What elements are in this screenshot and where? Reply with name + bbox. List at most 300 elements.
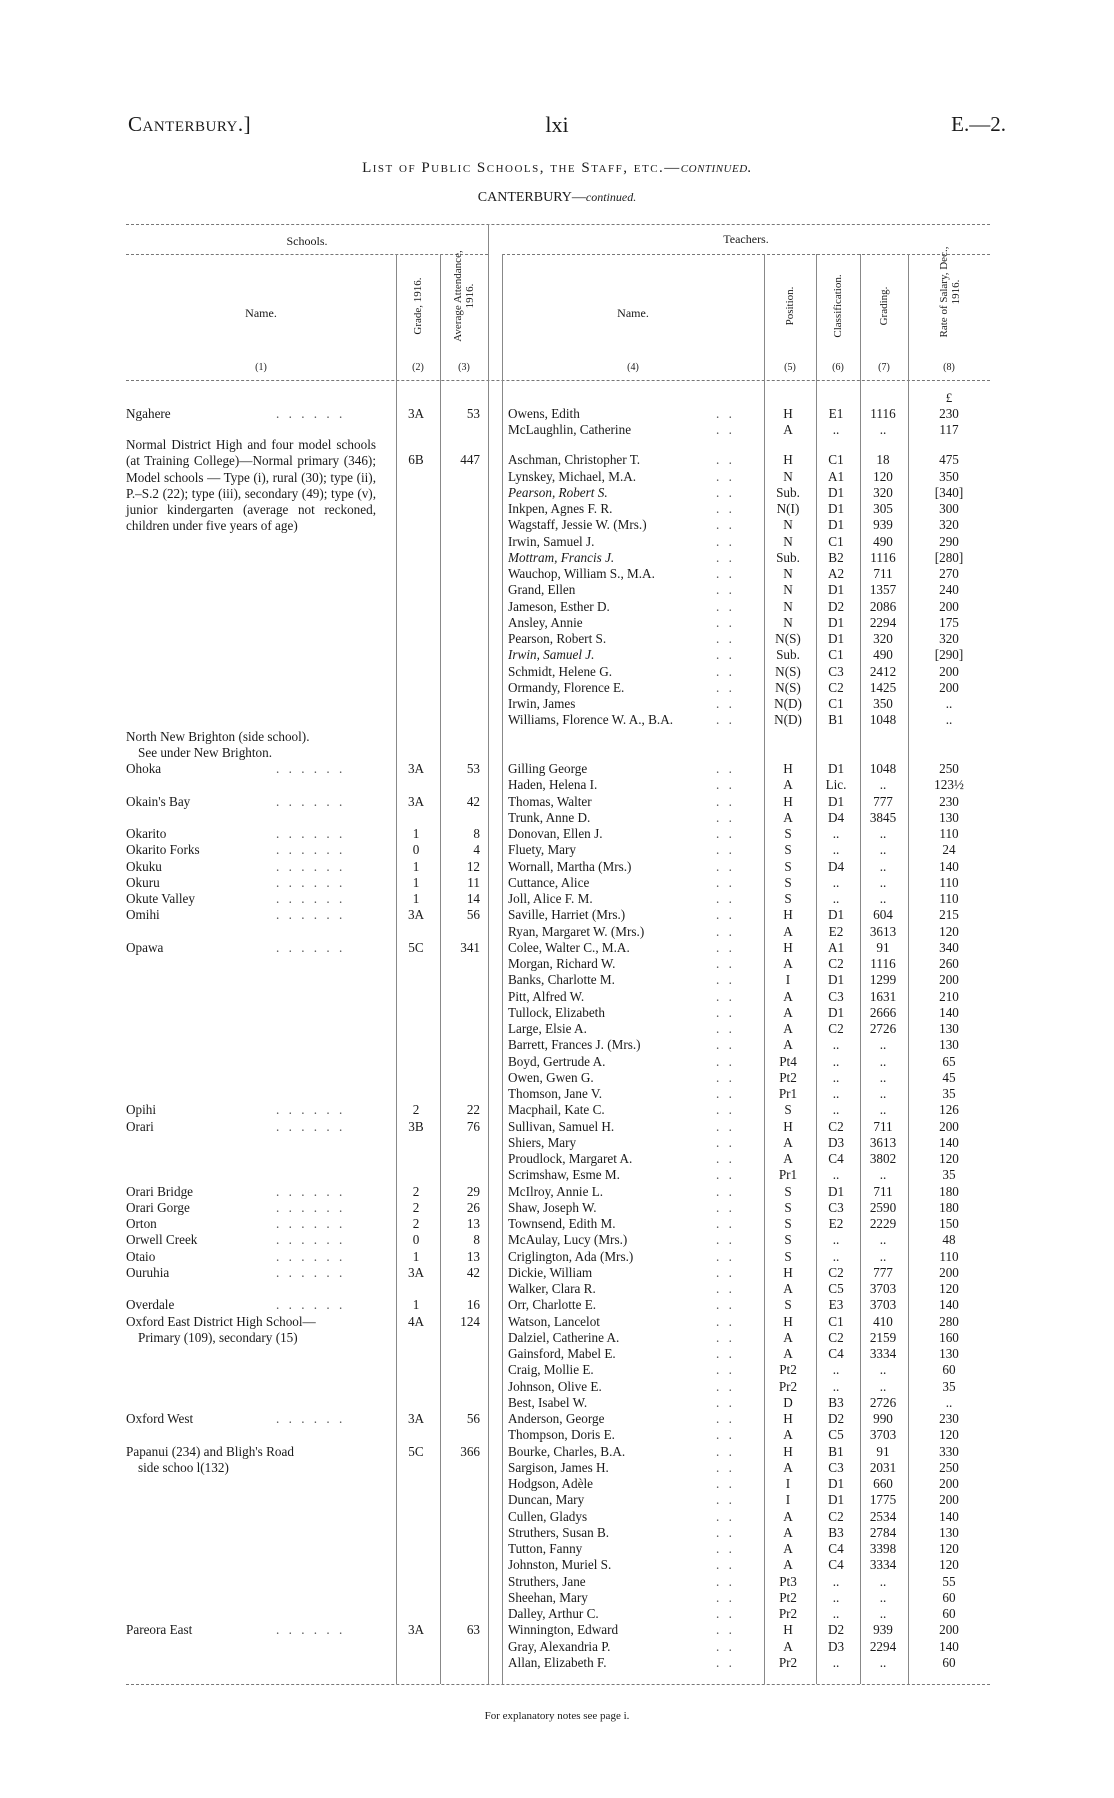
teacher-leader-dots: . . xyxy=(716,468,735,484)
position-cell: A xyxy=(783,988,793,1004)
col-number-1: (1) xyxy=(255,362,267,373)
grading-cell: .. xyxy=(879,1167,887,1183)
position-cell: N xyxy=(783,468,793,484)
classification-cell: .. xyxy=(832,891,840,907)
teacher-leader-dots: . . xyxy=(716,452,735,468)
salary-cell: 60 xyxy=(942,1589,956,1605)
teacher-name: Macphail, Kate C. xyxy=(508,1102,605,1118)
leader-dots: . . . . . . xyxy=(276,939,346,955)
classification-cell: D1 xyxy=(827,972,845,988)
teacher-leader-dots: . . xyxy=(716,858,735,874)
leader-dots: . . . . . . xyxy=(276,1297,346,1313)
classification-cell: D1 xyxy=(827,1183,845,1199)
school-name: Orwell Creek xyxy=(126,1232,198,1248)
classification-cell: B1 xyxy=(828,712,844,728)
table-bottom-rule xyxy=(126,1684,990,1685)
teacher-leader-dots: . . xyxy=(716,598,735,614)
teacher-name: Winnington, Edward xyxy=(508,1622,619,1638)
table-row xyxy=(126,582,990,598)
salary-cell: 250 xyxy=(939,1459,959,1475)
salary-cell: 240 xyxy=(939,582,959,598)
teacher-name: Pitt, Alfred W. xyxy=(508,988,585,1004)
salary-cell: 110 xyxy=(939,891,959,907)
classification-cell: D1 xyxy=(827,631,845,647)
col-number-3: (3) xyxy=(458,362,470,373)
school-name: Ohoka xyxy=(126,761,162,777)
teacher-name: Wauchop, William S., M.A. xyxy=(508,566,655,582)
teacher-leader-dots: . . xyxy=(716,1638,735,1654)
teachers-group-header: Teachers. xyxy=(723,232,769,246)
normal-district-school-description: Normal District High and four model schools (at Training College)—Normal primary (346); Model schools — Type (i), rural (30); type (ii), P.–S.2 (22); type (iii), secondary (49); type (v), junior kindergarten (average not reckoned, children under five years of age) xyxy=(126,437,376,534)
teacher-leader-dots: . . xyxy=(716,1183,735,1199)
teacher-leader-dots: . . xyxy=(716,1541,735,1557)
grading-cell: .. xyxy=(879,1086,887,1102)
grading-cell: 3398 xyxy=(869,1541,897,1557)
teacher-leader-dots: . . xyxy=(716,1346,735,1362)
teacher-name: Dalziel, Catherine A. xyxy=(508,1329,620,1345)
salary-cell: 215 xyxy=(939,907,959,923)
classification-cell: .. xyxy=(832,422,840,438)
teacher-name: Thomson, Jane V. xyxy=(508,1086,603,1102)
classification-cell: C2 xyxy=(828,1264,844,1280)
attendance-cell: 63 xyxy=(466,1622,480,1638)
grading-cell: .. xyxy=(879,826,887,842)
teacher-name: Sheehan, Mary xyxy=(508,1589,588,1605)
grading-cell: 1775 xyxy=(869,1492,897,1508)
grading-cell: 2534 xyxy=(869,1508,897,1524)
salary-cell: .. xyxy=(945,712,953,728)
table-row xyxy=(126,422,990,438)
grading-cell: 777 xyxy=(873,793,893,809)
grading-cell: 1116 xyxy=(870,406,896,421)
classification-cell: D2 xyxy=(827,598,845,614)
position-cell: A xyxy=(783,422,793,438)
table-row xyxy=(126,794,990,810)
teacher-leader-dots: . . xyxy=(716,1394,735,1410)
table-row xyxy=(126,1297,990,1313)
grading-cell: 490 xyxy=(873,533,893,549)
position-cell: S xyxy=(784,1183,792,1199)
position-cell: A xyxy=(783,1508,793,1524)
position-cell: A xyxy=(783,1346,793,1362)
salary-cell: 350 xyxy=(939,468,959,484)
grading-cell: .. xyxy=(879,1037,887,1053)
footnote: For explanatory notes see page i. xyxy=(484,1710,630,1722)
teacher-leader-dots: . . xyxy=(716,1622,735,1638)
leader-dots: . . . . . . xyxy=(276,874,346,890)
teacher-name: Colee, Walter C., M.A. xyxy=(508,939,630,955)
school-name: side schoo l(132) xyxy=(138,1459,229,1475)
teacher-leader-dots: . . xyxy=(716,679,735,695)
teacher-name: Townsend, Edith M. xyxy=(508,1216,616,1232)
teacher-name: Wagstaff, Jessie W. (Mrs.) xyxy=(508,517,647,533)
teacher-name: Ormandy, Florence E. xyxy=(508,679,625,695)
school-name: Okarito xyxy=(126,826,167,842)
salary-cell: 120 xyxy=(939,1427,959,1443)
teacher-leader-dots: . . xyxy=(716,1411,735,1427)
teacher-name: McAulay, Lucy (Mrs.) xyxy=(508,1232,628,1248)
teacher-name: Bourke, Charles, B.A. xyxy=(508,1443,626,1459)
school-name: Primary (109), secondary (15) xyxy=(138,1329,298,1345)
position-cell: A xyxy=(783,1541,793,1557)
teacher-name: McIlroy, Annie L. xyxy=(508,1183,604,1199)
grading-cell: 939 xyxy=(873,1622,893,1638)
grading-cell: .. xyxy=(879,1232,887,1248)
teacher-name: Thompson, Doris E. xyxy=(508,1427,615,1443)
grading-cell: 3703 xyxy=(869,1281,897,1297)
school-name: Okute Valley xyxy=(126,891,195,907)
teacher-leader-dots: . . xyxy=(716,1216,735,1232)
table-row xyxy=(126,1249,990,1265)
position-cell: H xyxy=(783,452,793,468)
classification-cell: C2 xyxy=(828,1508,844,1524)
col-rate-header: Rate of Salary, Dec., 1916. xyxy=(938,246,962,338)
teacher-name: Gilling George xyxy=(508,761,588,777)
position-cell: H xyxy=(783,939,793,955)
teacher-leader-dots: . . xyxy=(716,1606,735,1622)
teacher-leader-dots: . . xyxy=(716,972,735,988)
teacher-name: Owens, Edith xyxy=(508,406,580,421)
salary-cell: 330 xyxy=(939,1443,959,1459)
classification-cell: .. xyxy=(832,1086,840,1102)
teacher-leader-dots: . . xyxy=(716,1378,735,1394)
table-row xyxy=(126,599,990,615)
page-number: lxi xyxy=(545,112,569,137)
grading-cell: .. xyxy=(879,1589,887,1605)
salary-cell: 60 xyxy=(942,1606,956,1622)
position-cell: A xyxy=(783,1524,793,1540)
teacher-name: Jameson, Esther D. xyxy=(508,598,610,614)
table-row xyxy=(126,680,990,696)
classification-cell: C2 xyxy=(828,1118,844,1134)
table-row xyxy=(126,842,990,858)
teacher-leader-dots: . . xyxy=(716,777,735,793)
salary-cell: 45 xyxy=(942,1069,956,1085)
classification-cell: .. xyxy=(832,1362,840,1378)
table-row xyxy=(126,501,990,517)
teacher-name: Ryan, Margaret W. (Mrs.) xyxy=(508,923,645,939)
teacher-name: Proudlock, Margaret A. xyxy=(508,1151,633,1167)
table-row xyxy=(126,907,990,923)
teacher-leader-dots: . . xyxy=(716,1102,735,1118)
salary-cell: 60 xyxy=(942,1654,956,1670)
teacher-leader-dots: . . xyxy=(716,533,735,549)
school-name: Orari Bridge xyxy=(126,1183,194,1199)
teacher-name: Allan, Elizabeth F. xyxy=(508,1654,607,1670)
teacher-name: Craig, Mollie E. xyxy=(508,1362,594,1378)
grading-cell: 305 xyxy=(873,501,893,517)
grading-cell: 91 xyxy=(876,1443,890,1459)
grading-cell: 1116 xyxy=(870,549,896,565)
salary-cell: 300 xyxy=(939,501,959,517)
attendance-cell: 8 xyxy=(473,826,480,842)
table-row xyxy=(126,1411,990,1427)
table-row xyxy=(126,1330,990,1346)
table-row xyxy=(126,1557,990,1573)
teacher-name: Anderson, George xyxy=(508,1411,605,1427)
teacher-leader-dots: . . xyxy=(716,484,735,500)
table-row xyxy=(126,1379,990,1395)
grading-cell: 1048 xyxy=(869,712,897,728)
teacher-name: Cuttance, Alice xyxy=(508,874,590,890)
teacher-name: Irwin, James xyxy=(508,696,576,712)
classification-cell: A1 xyxy=(827,939,845,955)
grading-cell: .. xyxy=(879,1069,887,1085)
position-cell: I xyxy=(785,1492,791,1508)
table-row xyxy=(126,777,990,793)
teacher-name: Shiers, Mary xyxy=(508,1134,577,1150)
classification-cell: C1 xyxy=(828,1313,844,1329)
position-cell: N(S) xyxy=(775,663,801,679)
grade-cell: 3A xyxy=(407,1622,425,1638)
leader-dots: . . . . . . xyxy=(276,1216,346,1232)
teacher-leader-dots: . . xyxy=(716,793,735,809)
grade-cell: 5C xyxy=(408,939,424,955)
salary-cell: 320 xyxy=(939,517,959,533)
grading-cell: .. xyxy=(879,891,887,907)
teacher-leader-dots: . . xyxy=(716,647,735,663)
col-number-2: (2) xyxy=(412,362,424,373)
teacher-name: Joll, Alice F. M. xyxy=(508,891,593,907)
position-cell: S xyxy=(784,874,792,890)
grading-cell: 3334 xyxy=(869,1557,897,1573)
grading-cell: 2666 xyxy=(869,1004,897,1020)
attendance-cell: 53 xyxy=(466,761,480,777)
school-name: Orari xyxy=(126,1118,154,1134)
grade-cell: 0 xyxy=(412,842,420,858)
position-cell: N(D) xyxy=(774,696,802,712)
grading-cell: 1116 xyxy=(870,956,896,972)
classification-cell: C2 xyxy=(828,1329,844,1345)
salary-cell: 140 xyxy=(939,858,959,874)
classification-cell: C3 xyxy=(828,1459,844,1475)
school-name: Otaio xyxy=(126,1248,156,1264)
position-cell: Pt4 xyxy=(779,1053,797,1069)
salary-cell: 130 xyxy=(939,1346,959,1362)
teacher-name: Large, Elsie A. xyxy=(508,1021,587,1037)
attendance-cell: 22 xyxy=(466,1102,480,1118)
grade-cell: 3A xyxy=(407,406,425,421)
classification-cell: .. xyxy=(832,1589,840,1605)
salary-cell: [290] xyxy=(934,647,964,663)
classification-cell: D4 xyxy=(827,858,845,874)
classification-cell: B1 xyxy=(828,1443,844,1459)
table-row xyxy=(126,859,990,875)
grade-cell: 5C xyxy=(408,1443,424,1459)
position-cell: A xyxy=(783,777,793,793)
salary-cell: 210 xyxy=(939,988,959,1004)
position-cell: Pt2 xyxy=(779,1589,797,1605)
teacher-leader-dots: . . xyxy=(716,406,735,421)
salary-cell: 320 xyxy=(939,631,959,647)
teacher-leader-dots: . . xyxy=(716,891,735,907)
teacher-name: Grand, Ellen xyxy=(508,582,576,598)
position-cell: Pt2 xyxy=(779,1069,797,1085)
attendance-cell: 341 xyxy=(460,939,480,955)
grading-cell: 1425 xyxy=(869,679,897,695)
attendance-cell: 14 xyxy=(466,891,480,907)
teacher-leader-dots: . . xyxy=(716,582,735,598)
page-header-code: E.—2. xyxy=(951,112,1006,136)
table-row xyxy=(126,1054,990,1070)
grading-cell: 3703 xyxy=(869,1427,897,1443)
teacher-name: Shaw, Joseph W. xyxy=(508,1199,597,1215)
table-row xyxy=(126,1346,990,1362)
grading-cell: .. xyxy=(879,1654,887,1670)
salary-cell: 130 xyxy=(939,1021,959,1037)
col-position-header: Position. xyxy=(784,286,796,326)
col-classification-header: Classification. xyxy=(832,274,844,338)
school-name: Ngahere xyxy=(126,406,171,421)
classification-cell: C4 xyxy=(828,1557,844,1573)
attendance-cell: 56 xyxy=(466,1411,480,1427)
grade-cell: 1 xyxy=(412,858,420,874)
table-row xyxy=(126,517,990,533)
attendance-cell: 53 xyxy=(466,406,480,421)
teacher-leader-dots: . . xyxy=(716,696,735,712)
classification-cell: .. xyxy=(832,1573,840,1589)
teacher-name: Best, Isabel W. xyxy=(508,1394,588,1410)
teachers-group-rule xyxy=(502,254,990,255)
position-cell: A xyxy=(783,1638,793,1654)
table-row xyxy=(126,1590,990,1606)
teacher-leader-dots: . . xyxy=(716,712,735,728)
table-row xyxy=(126,550,990,566)
table-row xyxy=(126,1525,990,1541)
teacher-leader-dots: . . xyxy=(716,874,735,890)
position-cell: A xyxy=(783,1459,793,1475)
school-name: Ouruhia xyxy=(126,1264,170,1280)
attendance-cell: 12 xyxy=(466,858,480,874)
table-row xyxy=(126,924,990,940)
school-name: Okuku xyxy=(126,858,162,874)
table-row xyxy=(126,1167,990,1183)
grade-cell: 3A xyxy=(407,793,425,809)
position-cell: Sub. xyxy=(776,647,800,663)
leader-dots: . . . . . . xyxy=(276,907,346,923)
salary-cell: 175 xyxy=(939,614,959,630)
col-attendance-header: Average Attendance, 1916. xyxy=(452,250,476,342)
classification-cell: B3 xyxy=(828,1394,844,1410)
position-cell: H xyxy=(783,761,793,777)
position-cell: N xyxy=(783,582,793,598)
salary-cell: .. xyxy=(945,696,953,712)
classification-cell: D1 xyxy=(827,582,845,598)
classification-cell: .. xyxy=(832,1037,840,1053)
teacher-leader-dots: . . xyxy=(716,761,735,777)
teacher-name: Hodgson, Adèle xyxy=(508,1476,593,1492)
salary-cell: 290 xyxy=(939,533,959,549)
attendance-cell: 4 xyxy=(473,842,480,858)
classification-cell: .. xyxy=(832,1053,840,1069)
attendance-cell: 447 xyxy=(460,452,480,468)
grading-cell: 3845 xyxy=(869,809,897,825)
classification-cell: E3 xyxy=(828,1297,844,1313)
table-row xyxy=(126,810,990,826)
classification-cell: D1 xyxy=(827,1492,845,1508)
teacher-name: McLaughlin, Catherine xyxy=(508,422,632,438)
salary-cell: 120 xyxy=(939,923,959,939)
grade-cell: 1 xyxy=(412,826,420,842)
classification-cell: C3 xyxy=(828,1199,844,1215)
classification-cell: C5 xyxy=(828,1427,844,1443)
salary-cell: 140 xyxy=(939,1297,959,1313)
teacher-name: Boyd, Gertrude A. xyxy=(508,1053,606,1069)
salary-cell: 200 xyxy=(939,1264,959,1280)
teacher-leader-dots: . . xyxy=(716,1476,735,1492)
teacher-name: Johnston, Muriel S. xyxy=(508,1557,612,1573)
leader-dots: . . . . . . xyxy=(276,761,346,777)
salary-cell: 180 xyxy=(939,1199,959,1215)
table-top-rule xyxy=(126,224,990,225)
classification-cell: C3 xyxy=(828,663,844,679)
salary-cell: 130 xyxy=(939,809,959,825)
teacher-name: Thomas, Walter xyxy=(508,793,592,809)
teacher-name: Tutton, Fanny xyxy=(508,1541,583,1557)
teacher-name: Tullock, Elizabeth xyxy=(508,1004,605,1020)
teacher-name: Wornall, Martha (Mrs.) xyxy=(508,858,632,874)
teacher-name: Barrett, Frances J. (Mrs.) xyxy=(508,1037,641,1053)
grade-cell: 6B xyxy=(408,452,424,468)
table-row xyxy=(126,615,990,631)
table-row xyxy=(126,469,990,485)
grading-cell: 3613 xyxy=(869,1134,897,1150)
salary-cell: 140 xyxy=(939,1134,959,1150)
teacher-name: Walker, Clara R. xyxy=(508,1281,596,1297)
teacher-name: Saville, Harriet (Mrs.) xyxy=(508,907,626,923)
teacher-leader-dots: . . xyxy=(716,1118,735,1134)
school-name: Omihi xyxy=(126,907,160,923)
classification-cell: .. xyxy=(832,1378,840,1394)
leader-dots: . . . . . . xyxy=(276,1102,346,1118)
teacher-leader-dots: . . xyxy=(716,566,735,582)
teacher-leader-dots: . . xyxy=(716,923,735,939)
page-header-region: Canterbury.] xyxy=(128,112,252,136)
grade-cell: 4A xyxy=(407,1313,425,1329)
position-cell: A xyxy=(783,1151,793,1167)
grading-cell: 2784 xyxy=(869,1524,897,1540)
classification-cell: .. xyxy=(832,1232,840,1248)
classification-cell: .. xyxy=(832,826,840,842)
teacher-leader-dots: . . xyxy=(716,501,735,517)
position-cell: H xyxy=(783,1411,793,1427)
grade-cell: 3A xyxy=(407,1411,425,1427)
salary-cell: 110 xyxy=(939,826,959,842)
attendance-cell: 366 xyxy=(460,1443,480,1459)
grading-cell: 410 xyxy=(873,1313,893,1329)
table-row xyxy=(126,940,990,956)
position-cell: Pr2 xyxy=(778,1654,798,1670)
salary-cell: .. xyxy=(945,1394,953,1410)
salary-cell: 140 xyxy=(939,1638,959,1654)
teacher-leader-dots: . . xyxy=(716,1492,735,1508)
classification-cell: .. xyxy=(832,1069,840,1085)
col-teacher-name-header: Name. xyxy=(617,306,649,320)
grading-cell: 2294 xyxy=(869,1638,897,1654)
salary-cell: 120 xyxy=(939,1151,959,1167)
position-cell: S xyxy=(784,1297,792,1313)
teacher-leader-dots: . . xyxy=(716,517,735,533)
salary-cell: 280 xyxy=(939,1313,959,1329)
position-cell: N xyxy=(783,614,793,630)
table-row xyxy=(126,1119,990,1135)
school-name: Oxford East District High School— xyxy=(126,1313,316,1329)
teacher-name: Sullivan, Samuel H. xyxy=(508,1118,615,1134)
classification-cell: C5 xyxy=(828,1281,844,1297)
position-cell: Pt3 xyxy=(779,1573,797,1589)
table-row xyxy=(126,1005,990,1021)
table-row xyxy=(126,1102,990,1118)
